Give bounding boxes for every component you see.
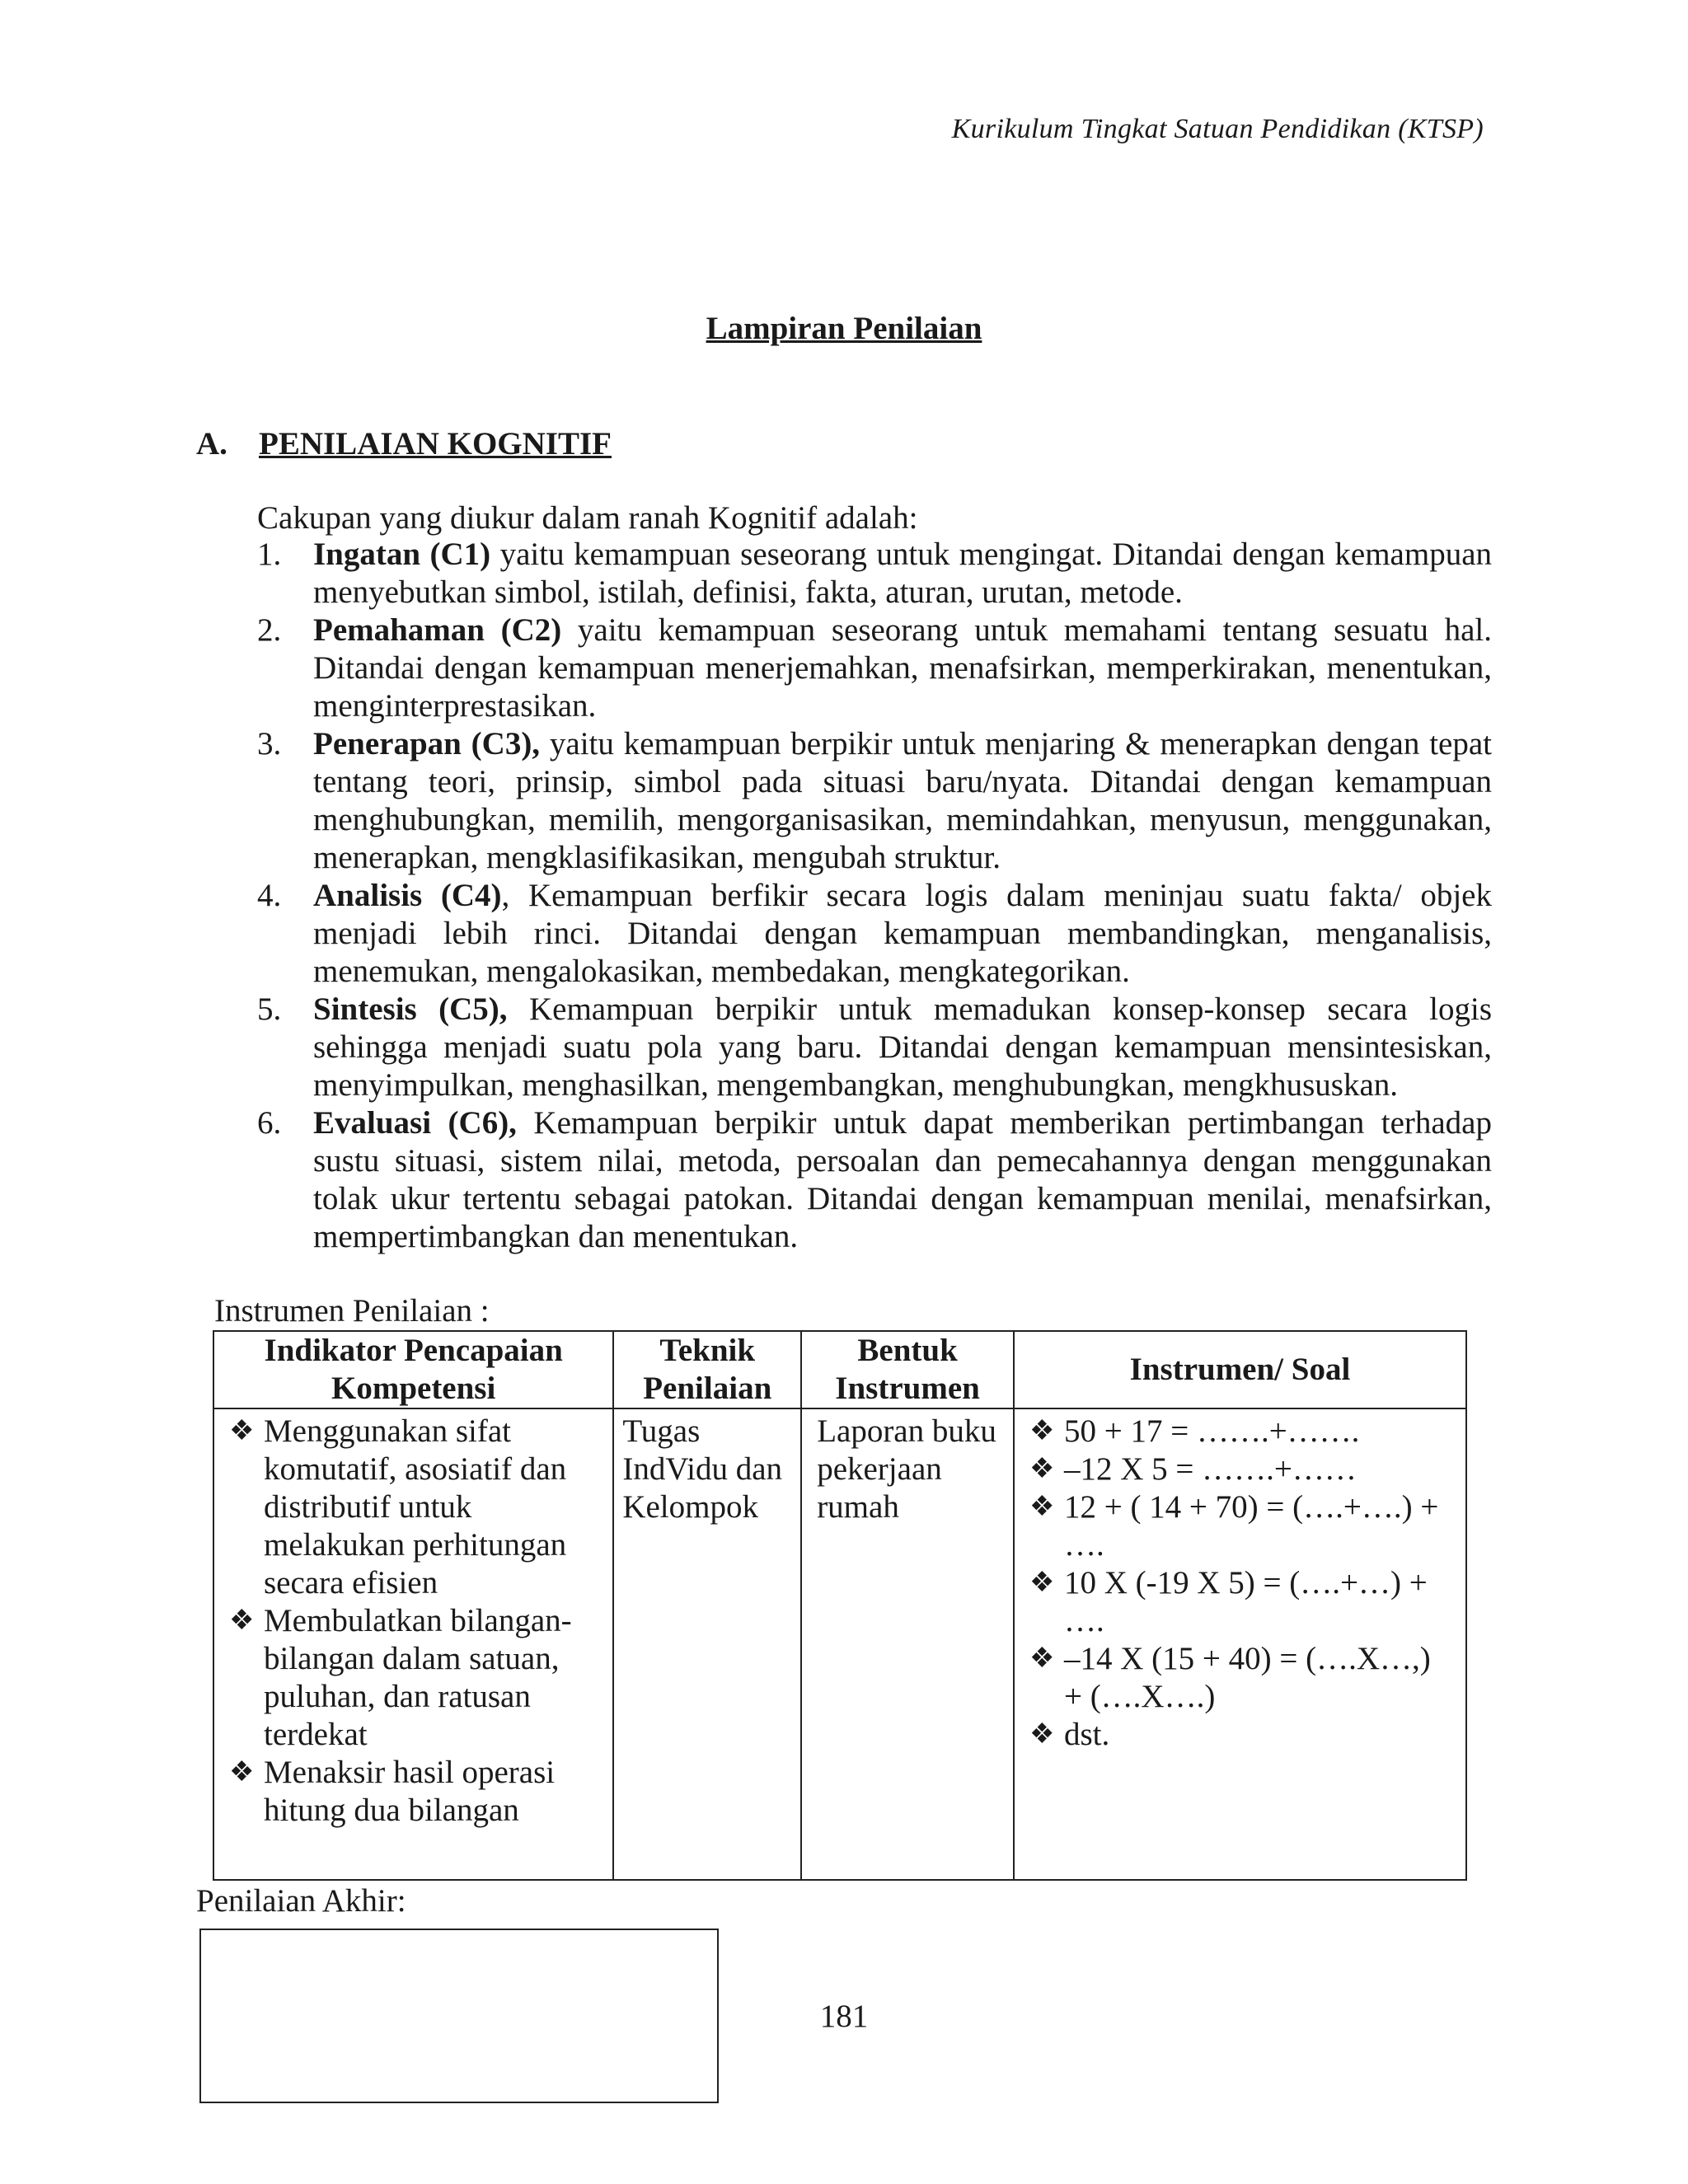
diamond-bullet-icon: ❖	[1029, 1643, 1055, 1674]
section-number: A.	[196, 426, 227, 462]
item-term: Penerapan (C3),	[313, 726, 541, 762]
list-item	[229, 1602, 603, 1754]
list-item	[1029, 1488, 1456, 1564]
list-item	[257, 536, 1492, 612]
list-item	[1029, 1564, 1456, 1640]
question-text: dst.	[1063, 1717, 1110, 1752]
list-item	[229, 1754, 603, 1830]
question-list	[1029, 1413, 1456, 1754]
item-term: Sintesis (C5),	[313, 991, 508, 1027]
list-item	[257, 612, 1492, 725]
section-title: PENILAIAN KOGNITIF	[259, 426, 612, 462]
running-header: Kurikulum Tingkat Satuan Pendidikan (KTSP)	[951, 114, 1484, 144]
item-text: yaitu kemampuan berpikir untuk menjaring & menerapkan dengan tepat tentang teori, prinsip, simbol pada situasi baru/nyata. Ditandai dengan kemampuan menghubungkan, memilih, mengorganisasikan, memindahkan, menyusun, menggunakan, menerapkan, mengklasifikasikan, mengubah struktur.	[313, 726, 1492, 875]
item-number: 2.	[257, 612, 282, 648]
indicator-text: Menggunakan sifat komutatif, asosiatif dan distributif untuk melakukan perhitungan secara efisien	[264, 1413, 567, 1601]
item-term: Ingatan (C1)	[313, 537, 491, 572]
indicator-text: Membulatkan bilangan-bilangan dalam satuan, puluhan, dan ratusan terdekat	[264, 1603, 572, 1752]
list-item	[1029, 1451, 1456, 1488]
list-item	[1029, 1716, 1456, 1754]
diamond-bullet-icon: ❖	[1029, 1492, 1055, 1522]
diamond-bullet-icon: ❖	[1029, 1568, 1055, 1598]
diamond-bullet-icon: ❖	[229, 1416, 255, 1446]
final-assessment-label: Penilaian Akhir:	[196, 1883, 406, 1919]
list-item	[1029, 1413, 1456, 1451]
diamond-bullet-icon: ❖	[229, 1605, 255, 1636]
assessment-table	[213, 1330, 1467, 1881]
section-heading	[196, 425, 612, 462]
diamond-bullet-icon: ❖	[1029, 1454, 1055, 1484]
intro-text: Cakupan yang diukur dalam ranah Kognitif adalah:	[257, 500, 918, 536]
list-item	[257, 1104, 1492, 1256]
list-item	[257, 877, 1492, 991]
item-number: 1.	[257, 537, 282, 572]
page-title: Lampiran Penilaian	[706, 311, 982, 346]
list-item	[229, 1413, 603, 1602]
question-text: 12 + ( 14 + 70) = (….+….) + ….	[1063, 1489, 1439, 1563]
question-text: –12 X 5 = …….+……	[1063, 1451, 1357, 1487]
form-cell: Laporan buku pekerjaan rumah	[801, 1408, 1014, 1880]
question-text: –14 X (15 + 40) = (….X…,) + (….X….)	[1063, 1641, 1431, 1714]
header-form: Bentuk Instrumen	[801, 1331, 1014, 1408]
item-number: 6.	[257, 1105, 282, 1141]
header-technique: Teknik Penilaian	[613, 1331, 801, 1408]
item-number: 4.	[257, 878, 282, 913]
list-item	[1029, 1640, 1456, 1716]
diamond-bullet-icon: ❖	[1029, 1719, 1055, 1750]
question-text: 50 + 17 = …….+…….	[1063, 1413, 1360, 1449]
table-header-row	[213, 1331, 1466, 1408]
questions-cell	[1014, 1408, 1466, 1880]
item-text: Kemampuan berpikir untuk dapat memberikan pertimbangan terhadap sustu situasi, sistem nilai, metoda, persoalan dan pemecahannya dengan menggunakan tolak ukur tertentu sebagai patokan. Ditandai dengan kemampuan menilai, menafsirkan, mempertimbangkan dan menentukan.	[313, 1105, 1492, 1254]
page-number: 181	[819, 1999, 869, 2034]
indicator-list	[229, 1413, 603, 1830]
header-instrument: Instrumen/ Soal	[1014, 1331, 1466, 1408]
item-number: 3.	[257, 726, 282, 762]
item-term: Analisis (C4)	[313, 878, 502, 913]
item-text: Kemampuan berpikir untuk memadukan konsep-konsep secara logis sehingga menjadi suatu pola yang baru. Ditandai dengan kemampuan mensintesiskan, menyimpulkan, menghasilkan, mengembangkan, menghubungkan, mengkhususkan.	[313, 991, 1493, 1103]
indicator-cell	[213, 1408, 613, 1880]
item-term: Pemahaman (C2)	[313, 612, 562, 648]
list-item	[257, 725, 1492, 877]
technique-cell: Tugas IndVidu dan Kelompok	[613, 1408, 801, 1880]
table-row	[213, 1408, 1466, 1880]
item-term: Evaluasi (C6),	[313, 1105, 517, 1141]
cognitive-levels-list	[257, 536, 1492, 1256]
item-text: yaitu kemampuan seseorang untuk memahami tentang sesuatu hal. Ditandai dengan kemampuan menerjemahkan, menafsirkan, memperkirakan, menentukan, menginterprestasikan.	[313, 612, 1492, 724]
item-text: , Kemampuan berfikir secara logis dalam meninjau suatu fakta/ objek menjadi lebih rinci. Ditandai dengan kemampuan membandingkan, menganalisis, menemukan, mengalokasikan, membedakan, mengkategorikan.	[313, 878, 1492, 989]
list-item	[257, 991, 1492, 1104]
diamond-bullet-icon: ❖	[229, 1757, 255, 1788]
question-text: 10 X (-19 X 5) = (….+…) + ….	[1063, 1565, 1428, 1638]
diamond-bullet-icon: ❖	[1029, 1416, 1055, 1446]
item-number: 5.	[257, 991, 282, 1027]
item-text: yaitu kemampuan seseorang untuk mengingat. Ditandai dengan kemampuan menyebutkan simbol, istilah, definisi, fakta, aturan, urutan, metode.	[313, 537, 1492, 610]
header-indicator: Indikator Pencapaian Kompetensi	[213, 1331, 613, 1408]
instrument-label: Instrumen Penilaian :	[214, 1293, 490, 1329]
indicator-text: Menaksir hasil operasi hitung dua bilangan	[264, 1755, 556, 1828]
